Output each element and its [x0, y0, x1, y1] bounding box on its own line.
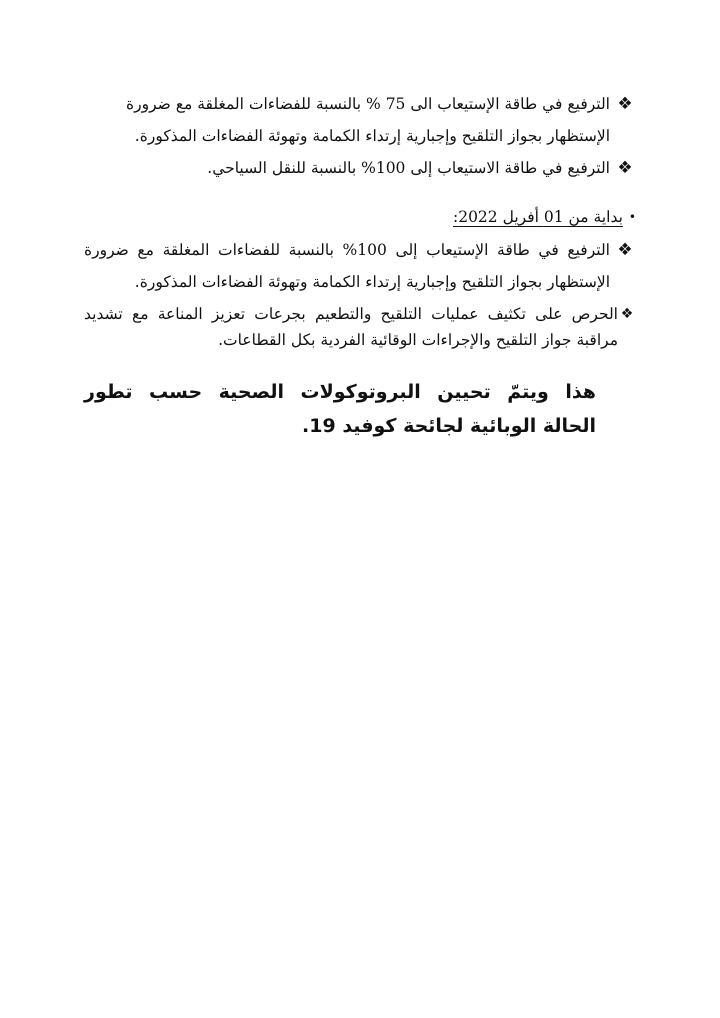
section-heading-label: بداية من 01 أفريل 2022:: [452, 208, 623, 226]
diamond-bullet-icon: ❖: [617, 158, 633, 178]
document-page: [84, 88, 636, 443]
list-item-text: الترفيع في طاقة الاستيعاب إلى 100% بالنسبة للنقل السياحي.: [207, 159, 610, 177]
round-bullet-icon: •: [628, 210, 636, 224]
closing-note: هذا ويتمّ تحيين البروتوكولات الصحية حسب تطور الحالة الوبائية لجائحة كوفيد 19.: [84, 381, 596, 437]
list-item-text: الحرص على تكثيف عمليات التلقيح والتطعيم بجرعات تعزيز المناعة مع تشديد مراقبة جواز التلقيح والإجراءات الوقائية الفردية بكل القطاعات.: [84, 305, 618, 349]
list-item: [84, 88, 636, 152]
diamond-bullet-icon: ❖: [617, 94, 633, 114]
section-heading: [84, 200, 636, 234]
list-item: [84, 234, 636, 298]
diamond-bullet-icon: ❖: [617, 240, 633, 260]
diamond-bullet-icon: ❖: [620, 306, 634, 322]
list-item: [84, 152, 636, 184]
list-item: [84, 298, 636, 353]
list-item-text: الترفيع في طاقة الإستيعاب إلى 100% بالنسبة للفضاءات المغلقة مع ضرورة الإستظهار بجواز التلقيح وإجبارية إرتداء الكمامة وتهوئة الفضاءات المذكورة.: [84, 241, 610, 291]
list-item-text: الترفيع في طاقة الإستيعاب الى 75 % بالنسبة للفضاءات المغلقة مع ضرورة الإستظهار بجواز التلقيح وإجبارية إرتداء الكمامة وتهوئة الفضاءات المذكورة.: [125, 95, 610, 145]
